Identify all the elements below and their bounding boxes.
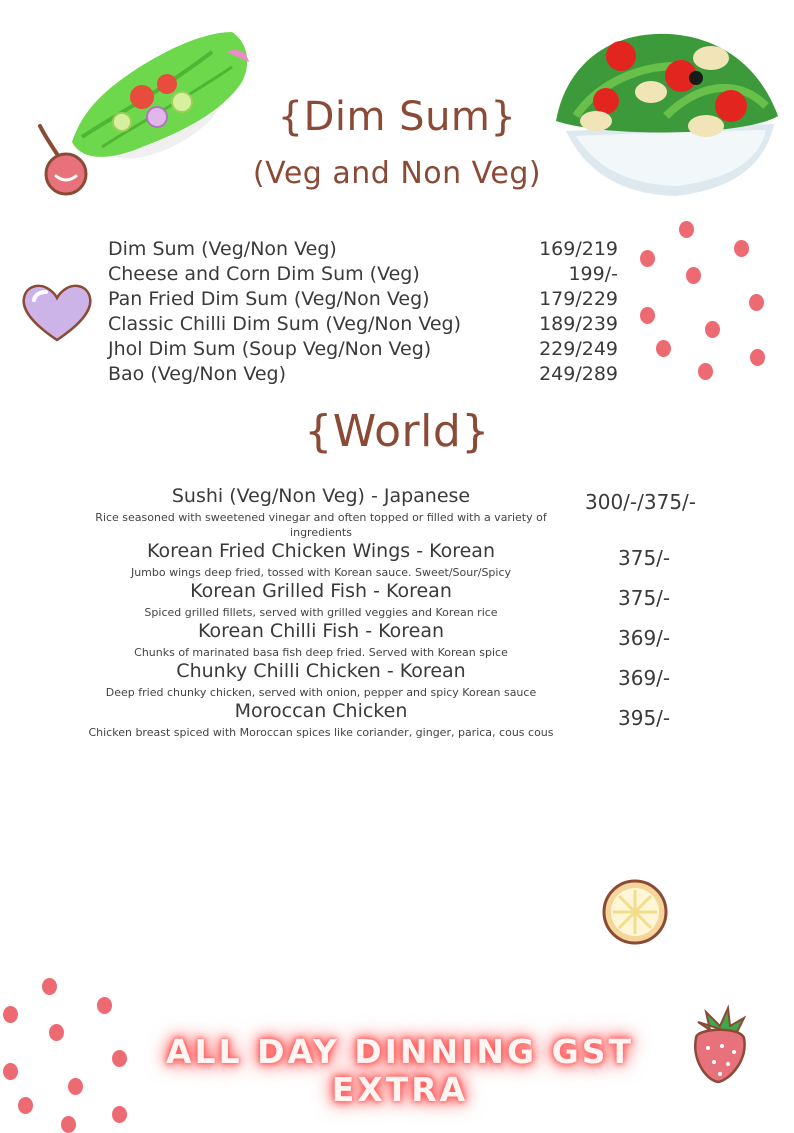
item-price: 375/- <box>618 586 671 610</box>
item-description: Chicken breast spiced with Moroccan spices like coriander, ginger, parica, cous cous <box>88 726 554 739</box>
item-description: Jumbo wings deep fried, tossed with Korean sauce. Sweet/Sour/Spicy <box>130 566 512 579</box>
item-name: Jhol Dim Sum (Soup Veg/Non Veg) <box>108 338 432 360</box>
list-item <box>108 238 618 263</box>
item-price: 395/- <box>618 706 671 730</box>
item-price: 179/229 <box>539 288 618 310</box>
dim-sum-title: {Dim Sum} <box>277 94 517 140</box>
strawberry-icon <box>688 1004 750 1086</box>
list-item <box>108 263 618 288</box>
item-name: Chunky Chilli Chicken - Korean <box>176 660 466 682</box>
dim-sum-subtitle: (Veg and Non Veg) <box>252 156 542 191</box>
item-price: 229/249 <box>539 338 618 360</box>
footer-line-1: ALL DAY DINNING GST <box>166 1032 634 1071</box>
heart-icon <box>20 280 94 344</box>
item-price: 199/- <box>568 263 618 285</box>
item-price: 369/- <box>618 626 671 650</box>
item-name: Moroccan Chicken <box>234 700 408 722</box>
world-title: {World} <box>304 406 490 457</box>
item-price: 189/239 <box>539 313 618 335</box>
item-price: 249/289 <box>539 363 618 385</box>
list-item <box>108 288 618 313</box>
item-name: Sushi (Veg/Non Veg) - Japanese <box>171 485 471 507</box>
item-name: Korean Chilli Fish - Korean <box>197 620 445 642</box>
item-description: Rice seasoned with sweetened vinegar and often topped or filled with a variety of ingredients <box>95 511 547 539</box>
item-name: Korean Grilled Fish - Korean <box>190 580 452 602</box>
lemon-slice-icon <box>600 878 670 946</box>
item-name: Classic Chilli Dim Sum (Veg/Non Veg) <box>108 313 462 335</box>
item-description: Deep fried chunky chicken, served with onion, pepper and spicy Korean sauce <box>105 686 537 699</box>
item-name: Dim Sum (Veg/Non Veg) <box>108 238 337 260</box>
list-item <box>108 338 618 363</box>
item-price: 300/-/375/- <box>585 490 696 514</box>
list-item <box>108 363 618 388</box>
item-name: Cheese and Corn Dim Sum (Veg) <box>108 263 420 285</box>
item-description: Spiced grilled fillets, served with grilled veggies and Korean rice <box>144 606 498 619</box>
footer-line-2: EXTRA <box>331 1070 469 1109</box>
list-item <box>108 313 618 338</box>
item-price: 169/219 <box>539 238 618 260</box>
item-name: Pan Fried Dim Sum (Veg/Non Veg) <box>108 288 430 310</box>
item-description: Chunks of marinated basa fish deep fried. Served with Korean spice <box>134 646 508 659</box>
item-price: 369/- <box>618 666 671 690</box>
item-price: 375/- <box>618 546 671 570</box>
item-name: Bao (Veg/Non Veg) <box>108 363 287 385</box>
item-name: Korean Fried Chicken Wings - Korean <box>147 540 495 562</box>
